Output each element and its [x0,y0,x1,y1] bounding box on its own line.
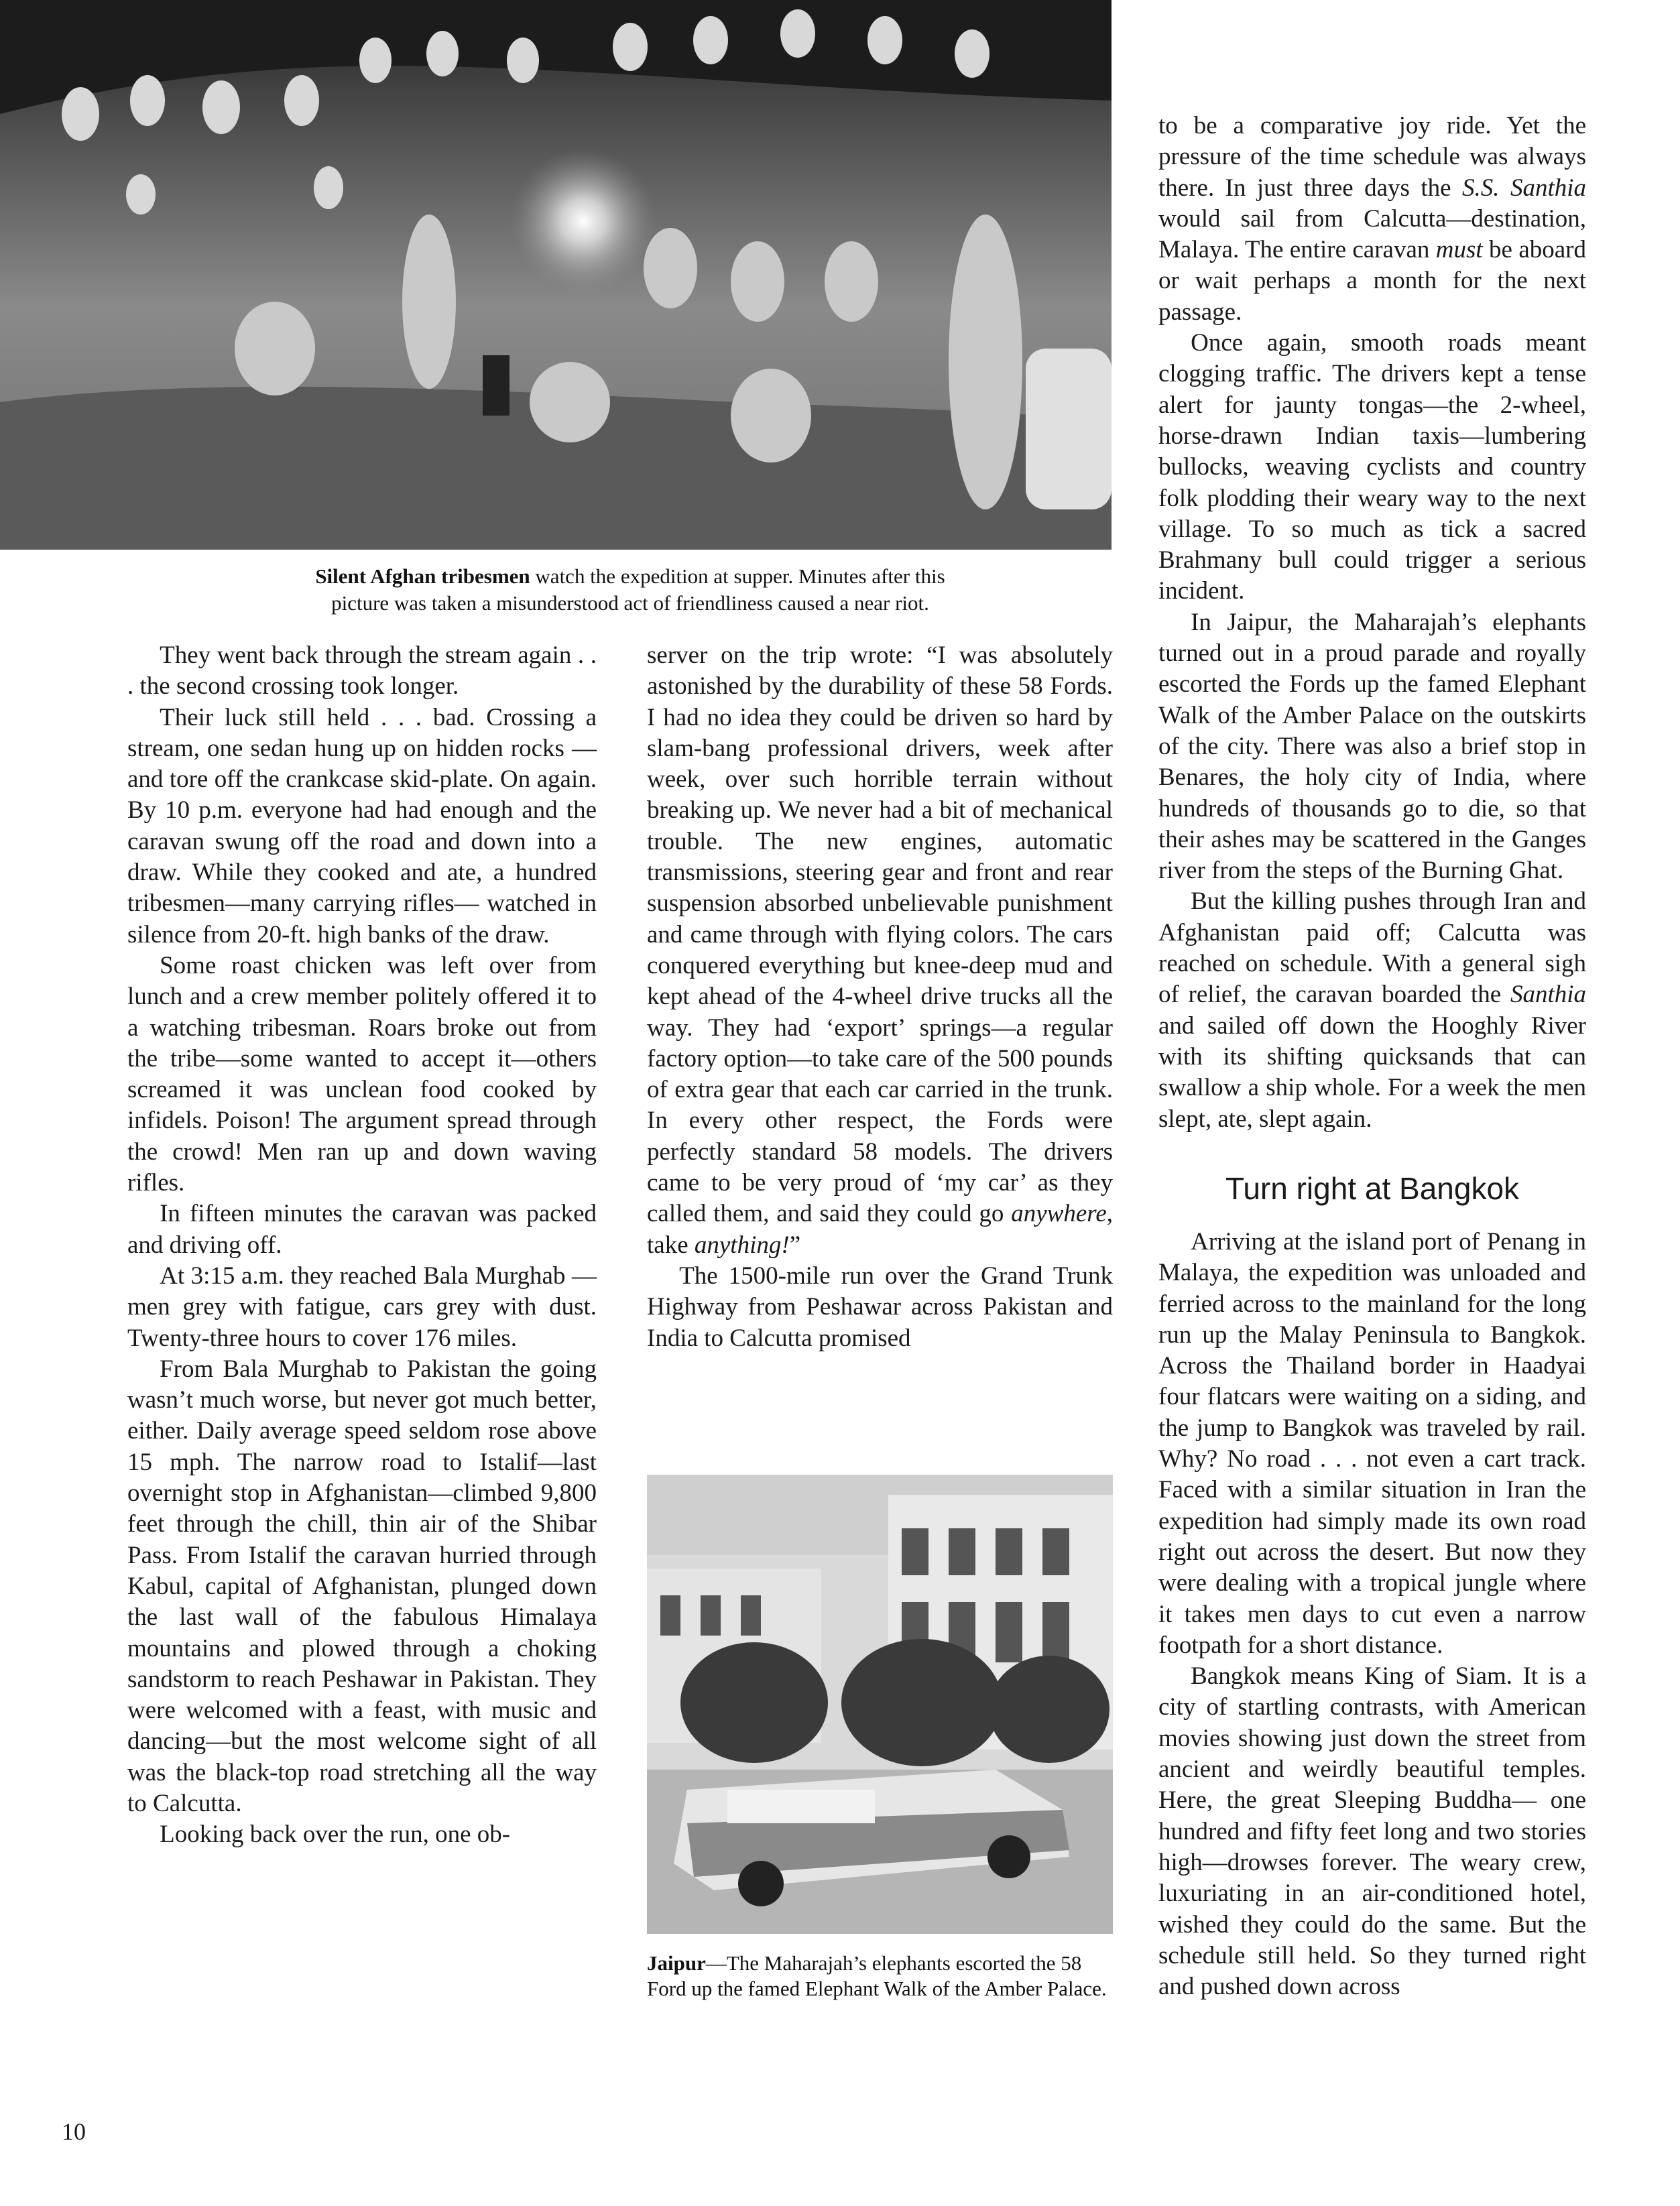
paragraph: Some roast chicken was left over from lunch and a crew member politely offered it to a watching tribesman. Roars broke out from the tribe—some wanted to accept it—others screamed it was unclean food cooked by infidels. Poison! The argument spread through the crowd! Men ran up and down waving rifles. [127,951,597,1197]
text: would sail from Calcutta—destination, Malaya. The entire caravan [1158,204,1586,264]
paragraph: Arriving at the island port of Penang in Malaya, the expedition was unloaded and ferried across to the mainland for the long run up the Malay Peninsula to Bangkok. Across the Thailand border in Haadyai four flatcars were waiting on a siding, and the jump to Bangkok was traveled by rail. Why? No road . . . not even a cart track. Faced with a similar situation in Iran the expedition had simply made its own road right out across the desert. But now they were dealing with a tropical jungle where it takes men days to cut even a narrow footpath for a short distance. [1158,1228,1586,1659]
jaipur-photo [647,1475,1113,1934]
page-number: 10 [62,2118,86,2145]
emphasis: must [1435,236,1483,264]
paragraph [1158,111,1586,328]
text: and sailed off down the Hooghly River with its shifting quicksands that can swallow a ship whole. For a week the men slept, ate, slept again. [1158,1012,1586,1133]
article-column-3-continued [1158,1227,1586,2002]
article-column-1 [127,640,597,1851]
caption-text: picture was taken a misunderstood act of friendliness caused a near riot. [331,591,929,615]
paragraph: Bangkok means King of Siam. It is a city of startling contrasts, with American movies showing just down the street from ancient and weirdly beautiful temples. Here, the great Sleeping Buddha— one hundred and fifty feet long and two stories high—drowses forever. The weary crew, luxuriating in an air-conditioned hotel, wished they could do the same. But the schedule still held. So they turned right and pushed down across [1158,1662,1586,2001]
text: But the killing pushes through Iran and Afghanistan paid off; Calcutta was reached on schedule. With a general sigh of relief, the caravan boarded the [1158,887,1586,1009]
caption-text: —The Maharajah’s elephants escorted the 58 Ford up the famed Elephant Walk of the Amber Palace. [647,1951,1107,2000]
paragraph: Their luck still held . . . bad. Crossing a stream, one sedan hung up on hidden rocks — and tore off the crankcase skid-plate. On again. By 10 p.m. everyone had had enough and the caravan swung off the road and down into a draw. While they cooked and ate, a hundred tribesmen—many carrying rifles— watched in silence from 20-ft. high banks of the draw. [127,703,597,948]
text: ” [789,1231,801,1259]
emphasis: Santhia [1510,981,1586,1009]
paragraph [647,640,1113,1261]
supper-photo-image [0,0,1112,550]
caption-text: watch the expedition at supper. Minutes after this [530,564,945,588]
paragraph: At 3:15 a.m. they reached Bala Murghab — men grey with fatigue, cars grey with dust. Twenty-three hours to cover 176 miles. [127,1262,597,1352]
paragraph: From Bala Murghab to Pakistan the going wasn’t much worse, but never got much better, either. Daily average speed seldom rose above 15 mph. The narrow road to Istalif—last overnight stop in Afghanistan—climbed 9,800 feet through the chill, thin air of the Shibar Pass. From Istalif the caravan hurried through Kabul, capital of Afghanistan, plunged down the last wall of the fabulous Himalaya mountains and plowed through a choking sandstorm to reach Peshawar in Pakistan. They were welcomed with a feast, with music and dancing—but the most welcome sight of all was the black-top road stretching all the way to Calcutta. [127,1355,597,1817]
caption-lead: Silent Afghan tribesmen [315,564,530,588]
supper-photo [0,0,1112,550]
article-column-2 [647,640,1113,1354]
text: to be a comparative joy ride. Yet the pressure of the time schedule was always there. In just three days the [1158,112,1586,202]
paragraph [1158,886,1586,1134]
jaipur-photo-image [647,1475,1113,1934]
paragraph: Looking back over the run, one ob- [160,1821,511,1849]
emphasis: anything! [694,1231,790,1259]
emphasis: anywhere [1011,1200,1107,1228]
text: , take [647,1200,1113,1259]
jaipur-photo-caption [647,1951,1116,2002]
paragraph: They went back through the stream again . . . the second crossing took longer. [127,641,597,700]
supper-photo-caption [228,563,1032,617]
text: be aboard or wait perhaps a month for the next passage. [1158,236,1586,326]
emphasis: S.S. Santhia [1462,174,1587,202]
article-column-3 [1158,111,1586,1135]
caption-lead: Jaipur [647,1951,706,1975]
paragraph: Once again, smooth roads meant clogging traffic. The drivers kept a tense alert for jaunty tongas—the 2-wheel, horse-drawn Indian taxis—lumbering bullocks, weaving cyclists and country folk plodding their weary way to the next village. To so much as tick a sacred Brahmany bull could trigger a serious incident. [1158,329,1586,605]
paragraph: In Jaipur, the Maharajah’s elephants turned out in a proud parade and royally escorted the Fords up the famed Elephant Walk of the Amber Palace on the outskirts of the city. There was also a brief stop in Benares, the holy city of India, where hundreds of thousands go to die, so that their ashes may be scattered in the Ganges river from the steps of the Burning Ghat. [1158,608,1586,885]
section-heading: Turn right at Bangkok [1225,1171,1520,1206]
paragraph: The 1500-mile run over the Grand Trunk Highway from Peshawar across Pakistan and India to Calcutta promised [647,1262,1113,1352]
text: server on the trip wrote: “I was absolutely astonished by the durability of these 58 Fords. I had no idea they could be driven so hard by slam-bang professional drivers, week after week, over such horrible terrain without breaking up. We never had a bit of mechanical trouble. The new engines, automatic transmissions, steering gear and front and rear suspension absorbed unbelievable punishment and came through with flying colors. The cars conquered everything but knee-deep mud and kept ahead of the 4-wheel drive trucks all the way. They had ‘export’ springs—a regular factory option—to take care of the 500 pounds of extra gear that each car carried in the trunk. In every other respect, the Fords were perfectly standard 58 models. The drivers came to be very proud of ‘my car’ as they called them, and said they could go [647,641,1113,1228]
paragraph: In fifteen minutes the caravan was packed and driving off. [127,1200,597,1259]
